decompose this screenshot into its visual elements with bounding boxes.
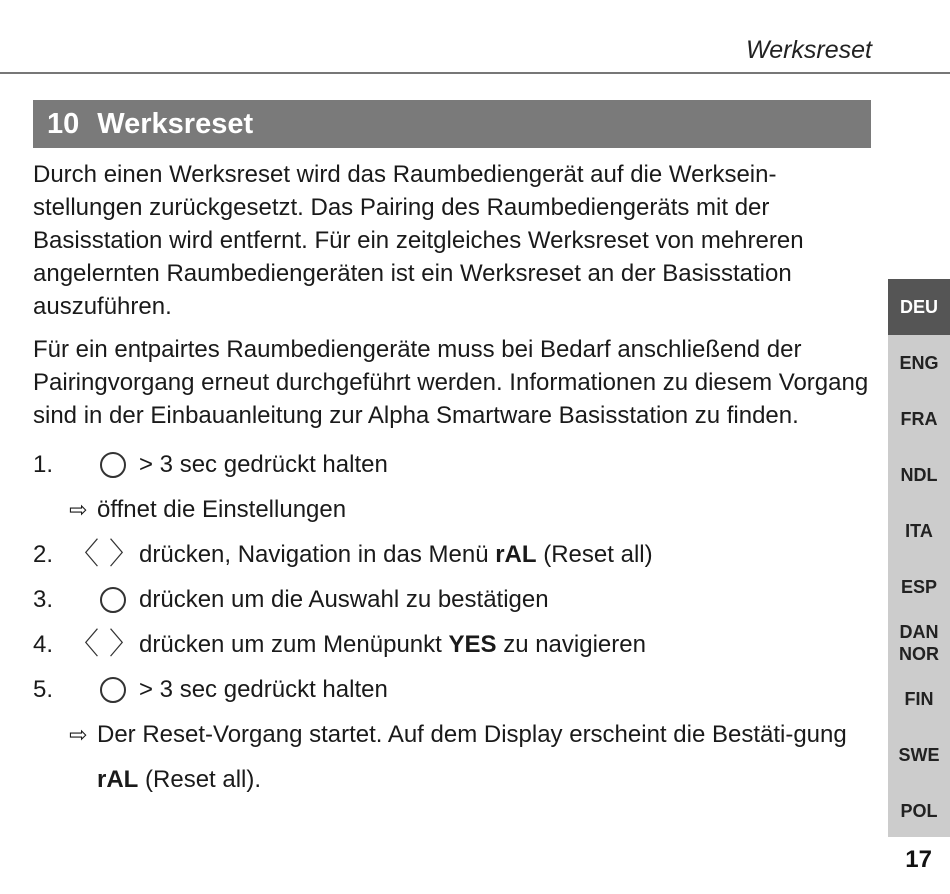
result-arrow-icon: ⇨ — [69, 497, 88, 522]
ok-button-icon — [69, 452, 139, 478]
step-text-before: drücken um zum Menüpunkt — [139, 631, 442, 658]
section-heading — [33, 100, 871, 148]
step-result — [33, 487, 873, 532]
step-number: 5. — [33, 676, 54, 703]
paragraph-pairing: Für ein entpairtes Raumbediengeräte muss bei Bedarf anschließend der Pairingvorgang erneut durchgeführt werden. Informationen zu diesem Vorgang sind in der Einbauanleitung zur Alpha Smartware Basisstation zu finden. — [33, 336, 869, 429]
tab-ita[interactable]: ITA — [905, 521, 933, 541]
running-header: Werksreset — [746, 36, 872, 64]
step-text-before: drücken, Navigation in das Menü — [139, 541, 489, 568]
step-number: 3. — [33, 586, 54, 613]
step-text — [139, 628, 646, 661]
result-text-after: (Reset all). — [145, 766, 262, 793]
step-5 — [33, 667, 873, 712]
section-title: Werksreset — [97, 107, 254, 140]
step-text-after: (Reset all) — [543, 541, 653, 568]
language-tabs — [888, 279, 950, 837]
tab-pol[interactable]: POL — [900, 801, 938, 821]
tab-fra[interactable]: FRA — [900, 409, 938, 429]
paragraph-intro: Durch einen Werksreset wird das Raumbediengerät auf die Werksein-stellungen zurückgesetzt. Das Pairing des Raumbediengeräts mit der Basisstation wird entfernt. Für ein zeitgleiches Werksreset von mehreren angelernten Raumbediengeräten ist ein Werksreset an der Basisstation auszuführen. — [33, 161, 804, 320]
result-text-before: Der Reset-Vorgang startet. Auf dem Display erscheint die Bestäti-gung — [97, 721, 847, 748]
ok-button-icon — [69, 587, 139, 613]
step-2 — [33, 532, 873, 577]
step-text: drücken um die Auswahl zu bestätigen — [139, 586, 549, 613]
tab-deu[interactable]: DEU — [888, 279, 950, 335]
step-text: > 3 sec gedrückt halten — [139, 676, 388, 703]
step-number: 2. — [33, 541, 54, 568]
result-text — [97, 712, 873, 802]
page-number: 17 — [905, 846, 932, 873]
tab-swe[interactable]: SWE — [898, 745, 940, 765]
menu-item-yes: YES — [448, 631, 497, 658]
tab-dan-nor[interactable]: DAN NOR — [899, 622, 939, 664]
section-number: 10 — [47, 107, 80, 140]
left-right-arrows-icon: 〈 〉 — [69, 627, 139, 661]
step-text: > 3 sec gedrückt halten — [139, 451, 388, 478]
tab-esp[interactable]: ESP — [900, 577, 938, 597]
step-3 — [33, 577, 873, 622]
result-arrow-icon: ⇨ — [69, 722, 88, 747]
menu-item-ral: rAL — [495, 541, 537, 568]
tab-ndl[interactable]: NDL — [900, 465, 938, 485]
step-number: 1. — [33, 451, 54, 478]
header-rule — [0, 72, 950, 74]
step-4 — [33, 622, 873, 667]
display-text-ral: rAL — [97, 766, 139, 793]
result-text: öffnet die Einstellungen — [97, 496, 347, 523]
tab-eng[interactable]: ENG — [899, 353, 939, 373]
step-text-after: zu navigieren — [503, 631, 646, 658]
step-result — [33, 712, 873, 802]
ok-button-icon — [69, 677, 139, 703]
left-right-arrows-icon: 〈 〉 — [69, 537, 139, 571]
step-1 — [33, 442, 873, 487]
step-text — [139, 538, 653, 571]
tab-fin[interactable]: FIN — [904, 689, 934, 709]
step-number: 4. — [33, 631, 54, 658]
main-content — [33, 158, 873, 802]
